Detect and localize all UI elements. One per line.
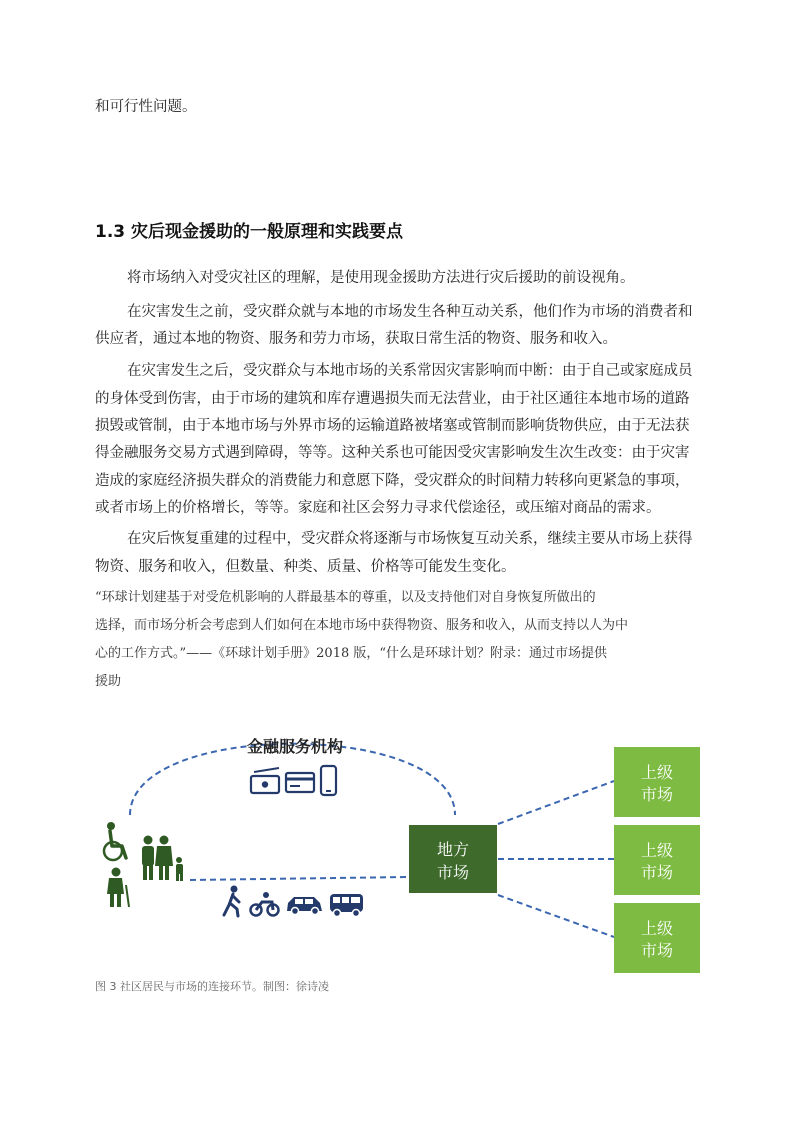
wheelchair-user-icon (104, 822, 126, 860)
upper-market-box (614, 825, 700, 895)
svg-text:市场: 市场 (640, 863, 674, 882)
cash-icon (251, 768, 279, 793)
finance-institution-label: 金融服务机构 (246, 737, 344, 756)
quote-line: 选择，而市场分析会考虑到人们如何在本地市场中获得物资、服务和收入，从而支持以人为中 (95, 618, 629, 633)
svg-text:市场: 市场 (436, 863, 470, 882)
bus-icon (330, 894, 363, 917)
upper-market-box (614, 747, 700, 817)
local-market-box (409, 825, 497, 893)
quote-line: “环球计划建基于对受危机影响的人群最基本的尊重，以及支持他们对自身恢复所做出的 (95, 590, 596, 605)
market-connection-diagram (0, 700, 793, 975)
svg-text:上级: 上级 (640, 919, 674, 938)
svg-text:上级: 上级 (640, 841, 674, 860)
paragraph-line: 造成的家庭经济损失群众的消费能力和意愿下降，受灾群众的时间精力转移向更紧急的事项， (95, 473, 690, 489)
bank-card-icon (286, 773, 314, 792)
svg-text:市场: 市场 (640, 785, 674, 804)
quote-line: 援助 (95, 674, 122, 689)
svg-text:上级: 上级 (640, 763, 674, 782)
quote-line: 心的工作方式。”——《环球计划手册》2018 版，“什么是环球计划？附录：通过市场提供 (95, 646, 608, 661)
paragraph-line: 损毁或管制，由于本地市场与外界市场的运输道路被堵塞或管制而影响货物供应，由于无法获 (95, 418, 690, 434)
paragraph-line: 或者市场上的价格增长，等等。家庭和社区会努力寻求代偿途径，或压缩对商品的需求。 (95, 500, 661, 516)
motorcycle-icon (251, 892, 279, 916)
paragraph-line: 供应者，通过本地的物资、服务和劳力市场，获取日常生活的物资、服务和收入。 (95, 331, 617, 347)
market-link-upper-1 (498, 781, 614, 824)
paragraph-line: 在灾后恢复重建的过程中，受灾群众将逐渐与市场恢复互动关系，继续主要从市场上获得 (127, 531, 693, 547)
paragraph-line: 在灾害发生之前，受灾群众就与本地的市场发生各种互动关系，他们作为市场的消费者和 (127, 304, 693, 320)
paragraph-line: 得金融服务交易方式遇到障碍，等等。这种关系也可能因受灾害影响发生次生改变：由于灾害 (95, 445, 690, 461)
mobile-phone-icon (321, 766, 336, 795)
paragraph-line: 将市场纳入对受灾社区的理解，是使用现金援助方法进行灾后援助的前设视角。 (127, 270, 635, 286)
car-icon (287, 897, 322, 915)
figure-caption: 图 3 社区居民与市场的连接环节。制图：徐诗凌 (95, 980, 329, 993)
svg-text:地方: 地方 (436, 840, 470, 859)
walking-person-icon (224, 886, 239, 917)
upper-market-box (614, 903, 700, 973)
market-link-upper-3 (498, 895, 614, 937)
paragraph-line: 的身体受到伤害，由于市场的建筑和库存遭遇损失而无法营业，由于社区通往本地市场的道路 (95, 391, 690, 407)
residents-to-market-line (190, 877, 408, 880)
paragraph-line: 在灾害发生之后，受灾群众与本地市场的关系常因灾害影响而中断：由于自己或家庭成员 (127, 363, 693, 379)
svg-text:市场: 市场 (640, 941, 674, 960)
family-icon (142, 836, 183, 882)
top-text: 和可行性问题。 (95, 99, 197, 115)
paragraph-line: 物资、服务和收入，但数量、种类、质量、价格等可能发生变化。 (95, 559, 516, 575)
section-heading: 1.3 灾后现金援助的一般原理和实践要点 (95, 222, 404, 242)
elderly-person-icon (107, 868, 129, 908)
